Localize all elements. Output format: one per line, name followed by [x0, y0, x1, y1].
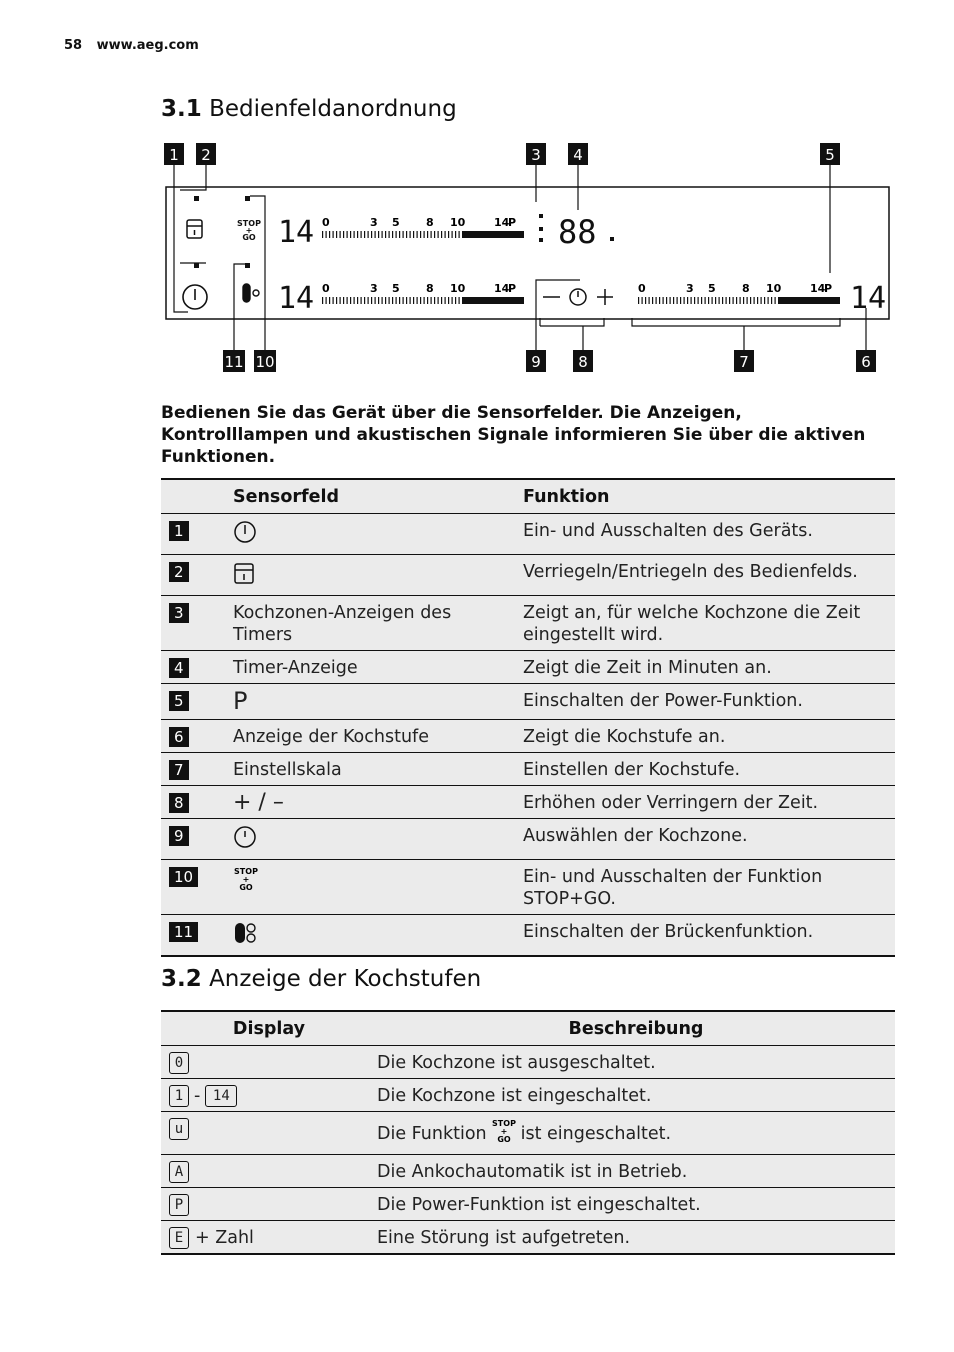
table-row — [161, 1112, 895, 1155]
scale-tick — [417, 297, 418, 304]
row-number: 8 — [169, 793, 189, 813]
scale-tick — [438, 297, 439, 304]
scale-label: 14 — [494, 216, 510, 229]
scale-tick — [764, 297, 765, 304]
scale-tick — [343, 231, 344, 238]
scale-tick — [354, 231, 355, 238]
table-row — [161, 651, 895, 684]
scale-tick — [364, 231, 365, 238]
function-text: Einstellen der Kochstufe. — [515, 753, 895, 786]
scale-tick — [431, 231, 432, 238]
sensor-label: Anzeige der Kochstufe — [233, 727, 429, 747]
sensor-label: Timer-Anzeige — [233, 658, 358, 678]
table-row — [161, 1221, 895, 1255]
scale-tick — [336, 297, 337, 304]
scale-tick — [424, 231, 425, 238]
scale-tick — [420, 231, 421, 238]
scale-tick — [743, 297, 744, 304]
function-text: Zeigt an, für welche Kochzone die Zeit eingestellt wird. — [515, 596, 895, 651]
scale-tick — [656, 297, 657, 304]
section-heading: Anzeige der Kochstufen — [209, 966, 482, 992]
scale-label: 8 — [426, 282, 434, 295]
scale-tick — [740, 297, 741, 304]
power-icon — [183, 285, 207, 309]
function-text: Einschalten der Power-Funktion. — [515, 684, 895, 720]
scale-tick — [645, 297, 646, 304]
callout-2: 2 — [201, 146, 211, 164]
table-row — [161, 1188, 895, 1221]
scale-tick — [385, 231, 386, 238]
table-row — [161, 819, 895, 860]
scale-tick — [424, 297, 425, 304]
section-number: 3.1 — [161, 96, 202, 122]
scale-label: 5 — [392, 282, 400, 295]
scale-tick — [452, 297, 453, 304]
table-row — [161, 753, 895, 786]
scale-tick — [747, 297, 748, 304]
svg-text:GO: GO — [239, 883, 253, 892]
row-number: 2 — [169, 562, 189, 582]
row-number: 11 — [169, 922, 198, 942]
scale-tick — [638, 297, 639, 304]
plus-minus-icon: + / – — [233, 790, 284, 815]
display-symbol: P — [169, 1194, 189, 1216]
display-symbol: A — [169, 1161, 189, 1183]
scale-tick — [361, 297, 362, 304]
scale-tick — [775, 297, 776, 304]
scale-tick — [441, 297, 442, 304]
scale-tick — [694, 297, 695, 304]
table-header-row — [161, 1011, 895, 1046]
scale-tick — [666, 297, 667, 304]
table-row — [161, 860, 895, 915]
description-prefix: Die Funktion — [377, 1124, 487, 1144]
scale-tick — [403, 231, 404, 238]
scale-tick — [708, 297, 709, 304]
display-symbol: 0 — [169, 1052, 189, 1074]
scale-tick — [459, 297, 460, 304]
scale-tick — [691, 297, 692, 304]
scale-tick — [336, 231, 337, 238]
scale-tick — [684, 297, 685, 304]
function-text: Ein- und Ausschalten des Geräts. — [515, 514, 895, 555]
scale-label: 14 — [494, 282, 510, 295]
scale-tick — [357, 297, 358, 304]
scale-tick — [322, 297, 323, 304]
row-number: 9 — [169, 826, 189, 846]
callout-11: 11 — [224, 353, 244, 371]
scale-tick — [673, 297, 674, 304]
scale-tick — [389, 297, 390, 304]
bridge-icon — [243, 284, 259, 302]
table-row — [161, 1046, 895, 1079]
display-symbol: 1 — [169, 1085, 189, 1107]
scale-label: 5 — [392, 216, 400, 229]
display-symbol: u — [169, 1118, 189, 1140]
scale-tick — [736, 297, 737, 304]
scale-tick — [368, 297, 369, 304]
scale-tick — [340, 231, 341, 238]
sensor-table — [161, 478, 895, 957]
display-symbol: E — [169, 1227, 189, 1249]
table-header-row — [161, 479, 895, 514]
scale-tick — [701, 297, 702, 304]
scale-tick — [663, 297, 664, 304]
table-row — [161, 786, 895, 819]
description-text: Eine Störung ist aufgetreten. — [369, 1221, 895, 1255]
row-number: 1 — [169, 521, 189, 541]
scale-label: 8 — [742, 282, 750, 295]
timer-icon — [233, 825, 257, 855]
display-suffix: + Zahl — [195, 1228, 254, 1248]
scale-tick — [417, 231, 418, 238]
slider-scale-3 — [638, 282, 840, 304]
scale-tick — [729, 297, 730, 304]
scale-bar — [462, 231, 524, 238]
svg-text:+: + — [242, 875, 250, 884]
row-number: 3 — [169, 603, 189, 623]
scale-tick — [455, 231, 456, 238]
scale-tick — [427, 297, 428, 304]
callout-7: 7 — [739, 353, 749, 371]
description-text: Die Power-Funktion ist eingeschaltet. — [369, 1188, 895, 1221]
scale-label: P — [824, 282, 833, 295]
slider-scale-2 — [322, 282, 524, 304]
scale-tick — [410, 297, 411, 304]
row-number: 5 — [169, 691, 189, 711]
scale-tick — [403, 297, 404, 304]
scale-tick — [350, 231, 351, 238]
cooking-level-display-3: 14 — [850, 281, 887, 316]
power-icon — [233, 520, 257, 550]
function-text: Verriegeln/Entriegeln des Bedienfelds. — [515, 555, 895, 596]
scale-tick — [368, 231, 369, 238]
svg-text:+: + — [245, 226, 253, 235]
scale-tick — [642, 297, 643, 304]
scale-tick — [687, 297, 688, 304]
col-beschreibung: Beschreibung — [369, 1011, 895, 1046]
scale-tick — [434, 231, 435, 238]
scale-tick — [719, 297, 720, 304]
section-title-2 — [161, 966, 481, 992]
scale-bar — [778, 297, 840, 304]
scale-label: 8 — [426, 216, 434, 229]
scale-tick — [757, 297, 758, 304]
callout-5: 5 — [825, 146, 835, 164]
scale-tick — [375, 231, 376, 238]
page-number: 58 — [64, 38, 83, 53]
scale-tick — [364, 297, 365, 304]
scale-tick — [399, 297, 400, 304]
scale-tick — [768, 297, 769, 304]
scale-tick — [396, 231, 397, 238]
scale-label: 3 — [370, 216, 378, 229]
scale-label: 10 — [450, 282, 466, 295]
description-suffix: ist eingeschaltet. — [520, 1124, 672, 1144]
row-number: 10 — [169, 867, 198, 887]
intro-text: Bedienen Sie das Gerät über die Sensorfelder. Die Anzeigen, Kontrolllampen und akustischen Signale informieren Sie über die aktiven Funktionen. — [161, 403, 866, 467]
timer-display: 88 — [558, 213, 597, 251]
scale-tick — [378, 297, 379, 304]
bridge-icon — [233, 921, 257, 951]
scale-tick — [726, 297, 727, 304]
scale-tick — [448, 231, 449, 238]
table-row — [161, 555, 895, 596]
scale-label: 0 — [322, 282, 330, 295]
sensor-label: Kochzonen-Anzeigen des Timers — [233, 603, 452, 645]
scale-tick — [406, 231, 407, 238]
scale-tick — [329, 231, 330, 238]
scale-tick — [452, 231, 453, 238]
scale-label: 3 — [370, 282, 378, 295]
callout-9: 9 — [531, 353, 541, 371]
table-row — [161, 1079, 895, 1112]
table-row — [161, 720, 895, 753]
scale-tick — [382, 231, 383, 238]
svg-text:+: + — [500, 1127, 507, 1136]
svg-text:STOP: STOP — [234, 867, 258, 876]
scale-tick — [378, 231, 379, 238]
callout-3: 3 — [531, 146, 541, 164]
scale-tick — [385, 297, 386, 304]
scale-tick — [392, 297, 393, 304]
timer-controls — [536, 280, 613, 310]
col-display: Display — [161, 1011, 369, 1046]
scale-tick — [761, 297, 762, 304]
scale-tick — [326, 231, 327, 238]
scale-tick — [431, 297, 432, 304]
scale-tick — [448, 297, 449, 304]
callout-1: 1 — [169, 146, 179, 164]
scale-tick — [354, 297, 355, 304]
timer-zone-dots — [539, 214, 543, 242]
scale-tick — [347, 231, 348, 238]
lock-icon — [233, 561, 255, 591]
scale-label: 3 — [686, 282, 694, 295]
function-text: Einschalten der Brückenfunktion. — [515, 915, 895, 957]
scale-tick — [382, 297, 383, 304]
scale-tick — [722, 297, 723, 304]
scale-tick — [410, 231, 411, 238]
scale-tick — [715, 297, 716, 304]
sensor-label: Einstellskala — [233, 760, 342, 780]
row-number: 6 — [169, 727, 189, 747]
display-symbol: 14 — [205, 1085, 237, 1107]
scale-tick — [399, 231, 400, 238]
sensor-label: P — [233, 687, 248, 715]
scale-tick — [705, 297, 706, 304]
scale-tick — [340, 297, 341, 304]
callout-8: 8 — [578, 353, 588, 371]
description-text: Die Kochzone ist ausgeschaltet. — [369, 1046, 895, 1079]
row-number: 4 — [169, 658, 189, 678]
scale-tick — [333, 231, 334, 238]
leader-lines — [174, 165, 866, 350]
scale-label: P — [508, 216, 517, 229]
display-table — [161, 1010, 895, 1255]
scale-tick — [371, 231, 372, 238]
scale-tick — [413, 231, 414, 238]
function-text: Zeigt die Zeit in Minuten an. — [515, 651, 895, 684]
cooking-level-display-2: 14 — [278, 281, 315, 316]
stop-go-icon — [233, 866, 259, 898]
scale-tick — [343, 297, 344, 304]
scale-tick — [392, 231, 393, 238]
scale-tick — [649, 297, 650, 304]
scale-tick — [652, 297, 653, 304]
site-url: www.aeg.com — [96, 38, 199, 53]
scale-label: 14 — [810, 282, 826, 295]
function-text: Ein- und Ausschalten der Funktion STOP+GO. — [515, 860, 895, 915]
callout-6: 6 — [861, 353, 871, 371]
scale-tick — [434, 297, 435, 304]
section-number: 3.2 — [161, 966, 202, 992]
scale-tick — [396, 297, 397, 304]
control-panel-diagram — [160, 140, 900, 380]
scale-tick — [670, 297, 671, 304]
svg-text:GO: GO — [242, 233, 256, 242]
row-number: 7 — [169, 760, 189, 780]
scale-bar — [462, 297, 524, 304]
col-funktion: Funktion — [515, 479, 895, 514]
col-sensorfeld: Sensorfeld — [225, 479, 515, 514]
scale-label: 0 — [322, 216, 330, 229]
table-row — [161, 514, 895, 555]
table-row — [161, 915, 895, 957]
stop-go-icon — [491, 1118, 517, 1150]
description-text: Die Kochzone ist eingeschaltet. — [369, 1079, 895, 1112]
callout-group-top — [164, 143, 840, 165]
scale-tick — [733, 297, 734, 304]
scale-tick — [413, 297, 414, 304]
scale-tick — [389, 231, 390, 238]
scale-tick — [357, 231, 358, 238]
scale-tick — [659, 297, 660, 304]
scale-tick — [375, 297, 376, 304]
scale-label: 10 — [450, 216, 466, 229]
scale-tick — [326, 297, 327, 304]
scale-tick — [441, 231, 442, 238]
scale-tick — [329, 297, 330, 304]
section-title-1 — [161, 96, 457, 122]
scale-tick — [427, 231, 428, 238]
scale-tick — [771, 297, 772, 304]
scale-tick — [445, 231, 446, 238]
svg-text:STOP: STOP — [237, 219, 261, 228]
scale-tick — [445, 297, 446, 304]
callout-10: 10 — [255, 353, 275, 371]
scale-tick — [350, 297, 351, 304]
function-text: Zeigt die Kochstufe an. — [515, 720, 895, 753]
slider-scale-1 — [322, 216, 524, 238]
function-text: Erhöhen oder Verringern der Zeit. — [515, 786, 895, 819]
scale-tick — [333, 297, 334, 304]
scale-tick — [712, 297, 713, 304]
table-row — [161, 1155, 895, 1188]
scale-tick — [361, 231, 362, 238]
scale-label: 10 — [766, 282, 782, 295]
table-row — [161, 684, 895, 720]
scale-tick — [677, 297, 678, 304]
scale-tick — [371, 297, 372, 304]
scale-label: 0 — [638, 282, 646, 295]
svg-text:GO: GO — [496, 1135, 511, 1144]
description-text: Die Ankochautomatik ist in Betrieb. — [369, 1155, 895, 1188]
scale-tick — [698, 297, 699, 304]
section-heading: Bedienfeldanordnung — [209, 96, 457, 122]
page-header — [64, 38, 199, 53]
scale-tick — [680, 297, 681, 304]
table-row — [161, 596, 895, 651]
scale-label: 5 — [708, 282, 716, 295]
scale-tick — [322, 231, 323, 238]
stop-go-icon — [237, 219, 261, 242]
scale-label: P — [508, 282, 517, 295]
svg-text:STOP: STOP — [491, 1119, 516, 1128]
function-text: Auswählen der Kochzone. — [515, 819, 895, 860]
lock-icon — [187, 220, 202, 238]
scale-tick — [406, 297, 407, 304]
scale-tick — [347, 297, 348, 304]
scale-tick — [754, 297, 755, 304]
scale-tick — [459, 231, 460, 238]
cooking-level-display-1: 14 — [278, 215, 315, 250]
scale-tick — [438, 231, 439, 238]
callout-group-bottom — [223, 350, 876, 372]
scale-tick — [455, 297, 456, 304]
callout-4: 4 — [573, 146, 583, 164]
scale-tick — [750, 297, 751, 304]
timer-dot — [610, 237, 614, 241]
scale-tick — [420, 297, 421, 304]
range-separator: - — [194, 1086, 201, 1106]
